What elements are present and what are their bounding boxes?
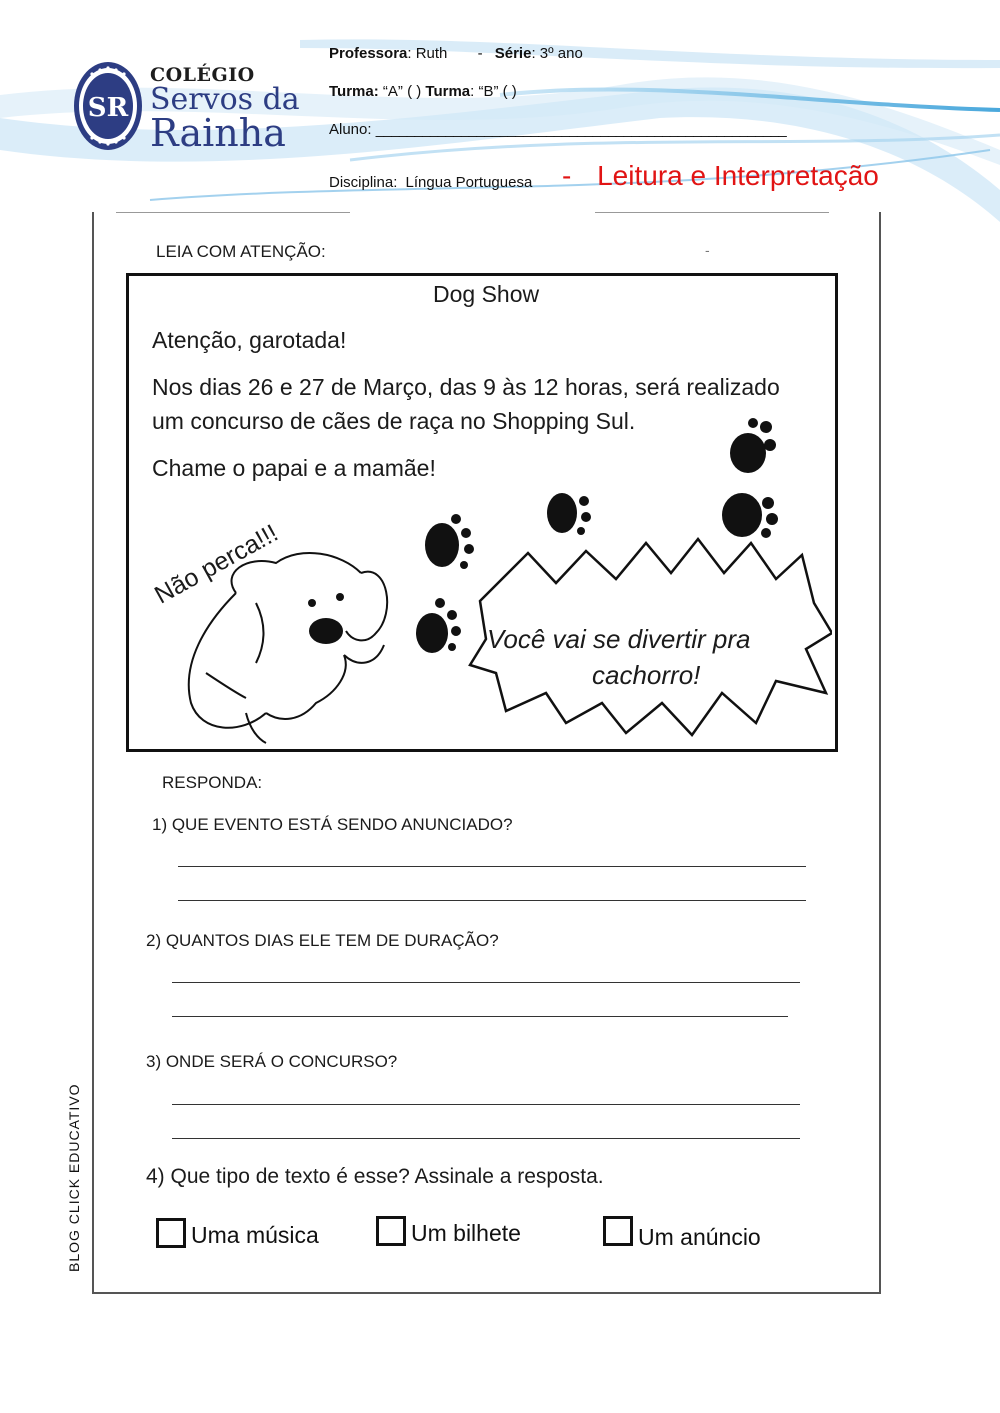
stray-mark: - [705,242,710,258]
disciplina-label: Disciplina: [329,174,398,191]
serie-value: : 3º ano [531,45,583,62]
cartoon-dog-illustration [189,553,387,743]
subject-line [329,174,532,191]
separator: - [477,45,483,62]
sidebar-credit: BLOG CLICK EDUCATIVO [66,1083,82,1272]
serie-label: Série [494,45,532,62]
option-checkbox-musica[interactable] [156,1218,186,1248]
dog-nose [309,618,343,644]
ad-body-line2: um concurso de cães de raça no Shopping Sul. [152,408,636,434]
question-4: 4) Que tipo de texto é esse? Assinale a resposta. [146,1165,604,1188]
worksheet-title [562,160,879,192]
school-name-line1: Servos da [150,82,300,117]
answer-line-q3a[interactable] [172,1104,800,1105]
turma-b-field[interactable]: : “B” ( ) [470,83,517,100]
school-name-line2: Rainha [150,111,286,155]
aluno-field[interactable]: _____________________________________________________ [375,121,787,138]
respond-label: RESPONDA: [162,773,263,792]
read-instruction: LEIA COM ATENÇÃO: [156,242,326,261]
paw-print-icon [730,418,776,473]
class-line [329,83,517,100]
dog-eye [336,593,344,601]
option-checkbox-bilhete[interactable] [376,1216,406,1246]
paw-print-icon [722,493,778,538]
disciplina-value: Língua Portuguesa [405,174,533,191]
turma-a-field[interactable]: “A” ( ) [382,83,422,100]
option-label-anuncio: Um anúncio [638,1224,761,1250]
logo-monogram: SR [87,93,129,123]
paw-print-icon [547,493,591,535]
answer-line-q2a[interactable] [172,982,800,983]
school-kicker: COLÉGIO [150,64,255,86]
turma-b-label: Turma [425,83,471,100]
paw-prints-illustration [126,273,832,746]
question-2: 2) QUANTOS DIAS ELE TEM DE DURAÇÃO? [146,931,499,950]
option-checkbox-anuncio[interactable] [603,1216,633,1246]
ad-body-line1: Nos dias 26 e 27 de Março, das 9 às 12 horas, será realizado [152,374,780,400]
student-line [329,121,786,138]
frame-top-line-left [116,212,350,213]
option-label-musica: Uma música [191,1222,319,1248]
title-text: Leitura e Interpretação [597,160,879,191]
title-dash: - [562,160,572,191]
professora-value: : Ruth [407,45,448,62]
ad-banner: Não perca!!! [150,518,283,610]
ad-greeting: Atenção, garotada! [152,327,347,353]
frame-top-line-right [595,212,829,213]
bubble-text-line2: cachorro! [592,660,701,690]
option-label-bilhete: Um bilhete [411,1220,521,1246]
question-3: 3) ONDE SERÁ O CONCURSO? [146,1052,398,1071]
professora-label: Professora [329,45,408,62]
dog-eye [308,599,316,607]
answer-line-q1b[interactable] [178,900,806,901]
answer-line-q1a[interactable] [178,866,806,867]
answer-line-q2b[interactable] [172,1016,788,1017]
school-crest-logo [72,60,144,152]
paw-print-icon [416,598,461,653]
teacher-line [329,45,583,62]
paw-print-icon [425,514,474,569]
turma-label: Turma: [329,83,379,100]
question-1: 1) QUE EVENTO ESTÁ SENDO ANUNCIADO? [152,815,513,834]
aluno-label: Aluno: [329,121,372,138]
answer-line-q3b[interactable] [172,1138,800,1139]
ad-title: Dog Show [433,281,540,307]
bubble-text-line1: Você vai se divertir pra [487,624,751,654]
ad-call: Chame o papai e a mamãe! [152,455,436,481]
